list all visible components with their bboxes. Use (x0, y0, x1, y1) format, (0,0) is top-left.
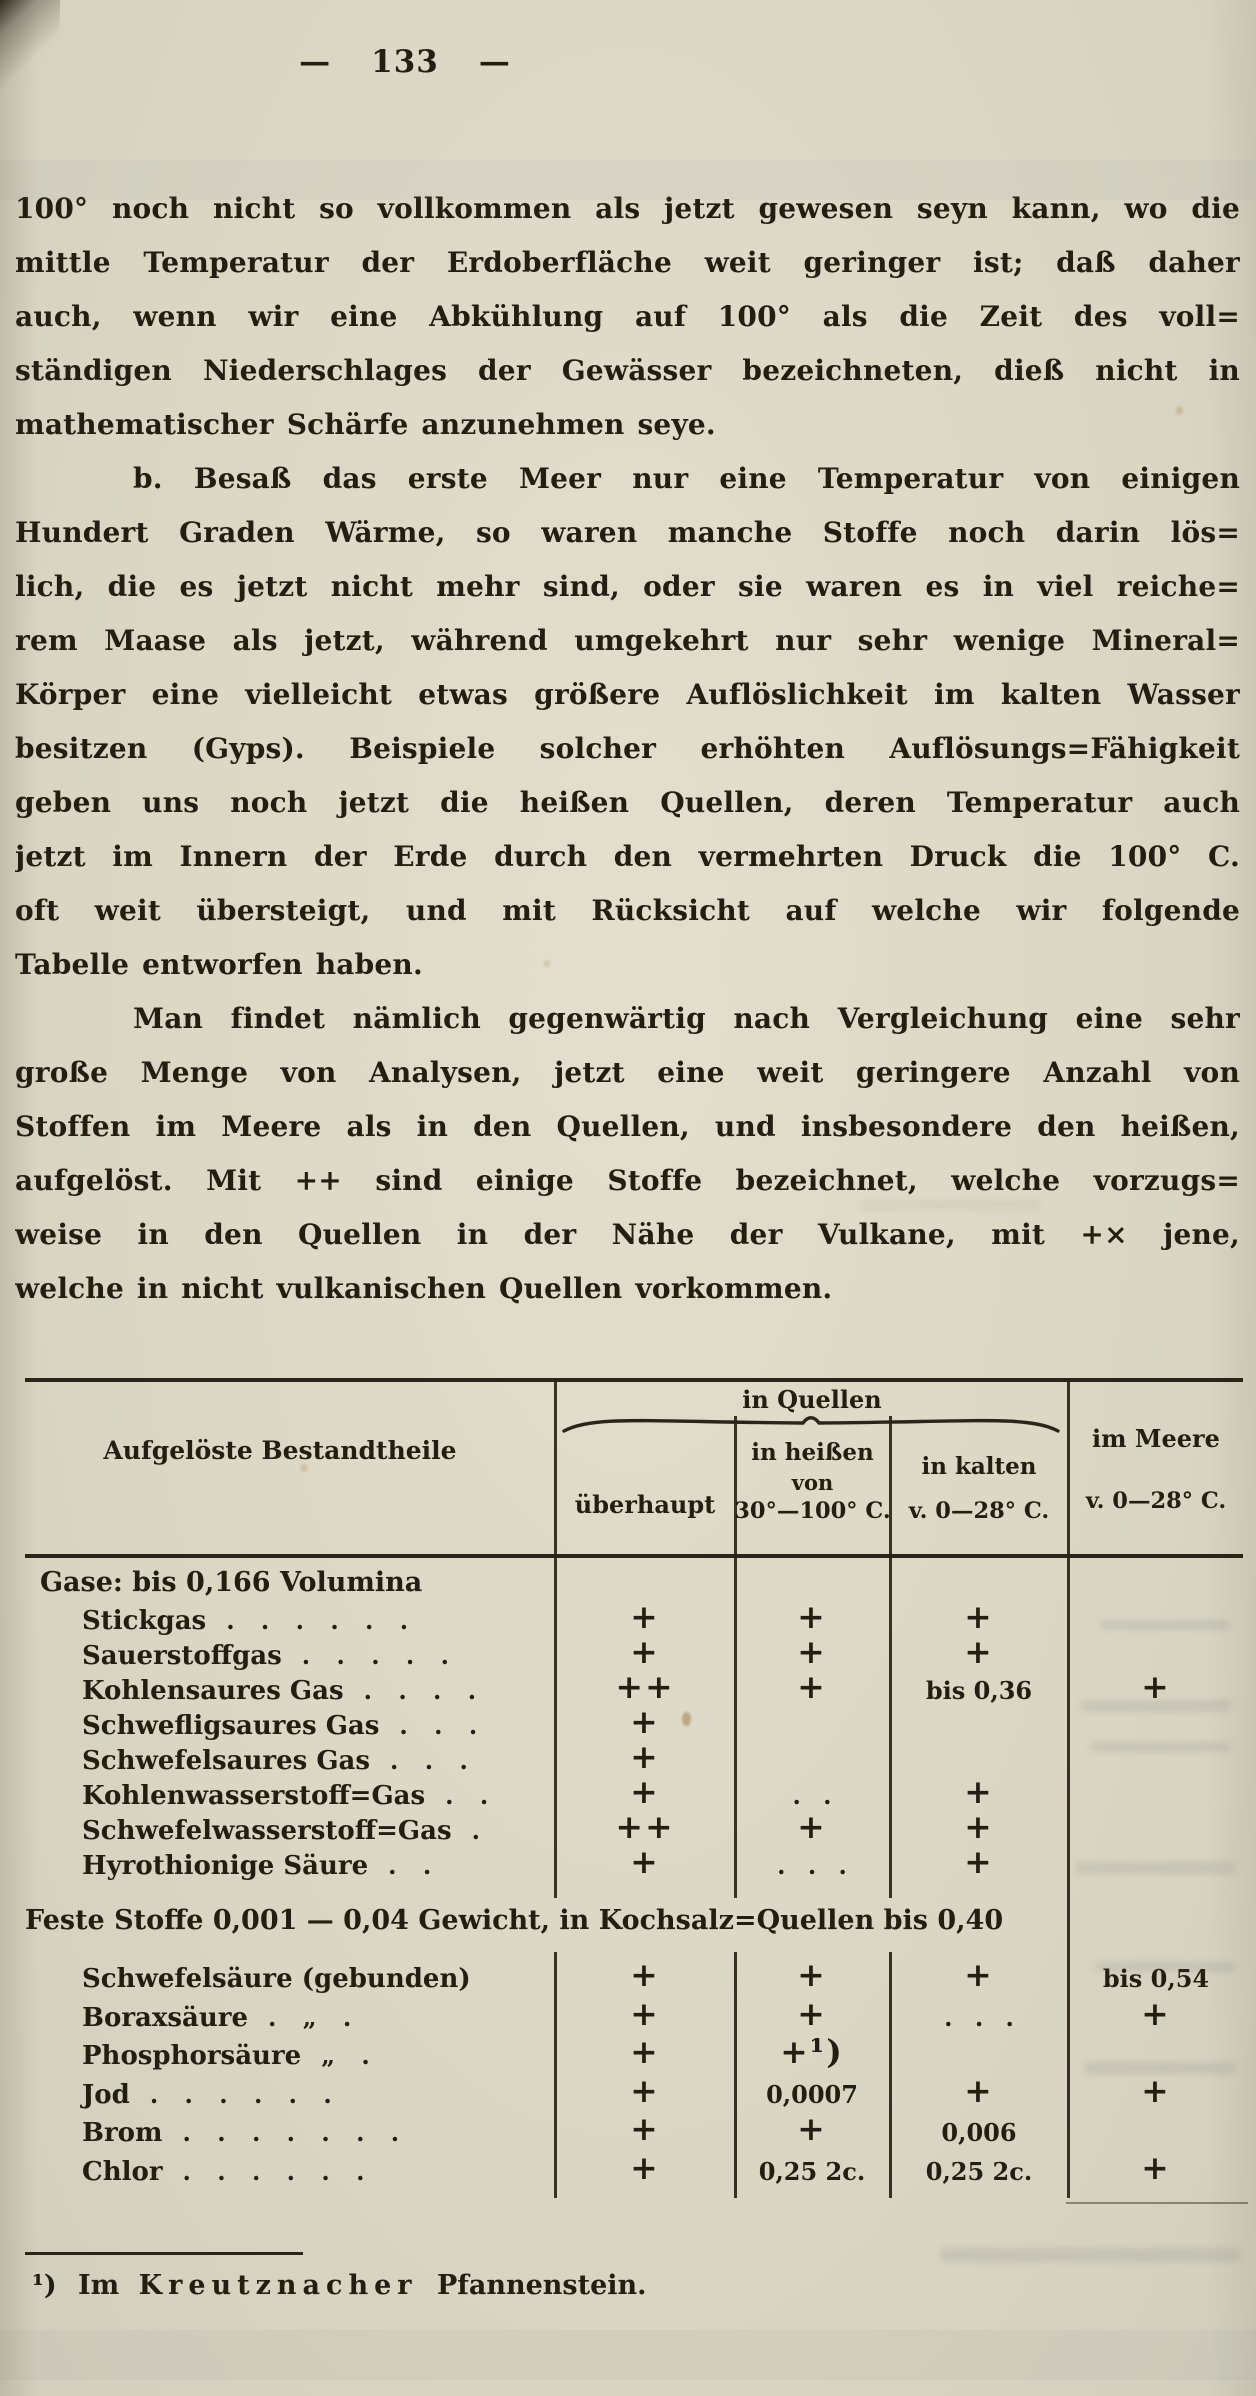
text-line: besitzen (Gyps). Beispiele solcher erhöhten Auflösungs=Fähigkeit (15, 732, 1240, 765)
substance-label: Schwefligsaures Gas . . . (82, 1711, 478, 1741)
text-line: welche in nicht vulkanischen Quellen vorkommen. (15, 1272, 833, 1305)
cell-kalten: + (964, 1597, 994, 1636)
cell-ueberhaupt: + (630, 2148, 660, 2187)
text-line: oft weit übersteigt, und mit Rücksicht auf welche wir folgende (15, 894, 1240, 927)
cell-ueberhaupt: + (630, 1772, 660, 1811)
text-line: weise in den Quellen in der Nähe der Vulkane, mit +× jene, (15, 1218, 1240, 1251)
header-kalten-1: in kalten (921, 1453, 1037, 1480)
paper-stain (300, 1464, 308, 1472)
cell-heissen: + (797, 1994, 827, 2033)
text-line: lich, die es jetzt nicht mehr sind, oder sie waren es in viel reiche= (15, 570, 1240, 603)
cell-heissen: + (797, 1597, 827, 1636)
cell-heissen: 0,25 2c. (758, 2157, 866, 2186)
text-line: rem Maase als jetzt, während umgekehrt nur sehr wenige Mineral= (15, 624, 1240, 657)
bleedthrough-smudge (1075, 1862, 1235, 1874)
cell-ueberhaupt: + (630, 1597, 660, 1636)
table-top-rule (25, 1378, 1243, 1382)
text-line: mittle Temperatur der Erdoberfläche weit geringer ist; daß daher (15, 246, 1240, 279)
dot-leader: . (471, 1816, 480, 1845)
cell-heissen: + (797, 1955, 827, 1994)
cell-kalten: + (964, 1842, 994, 1881)
text-line: Körper eine vielleicht etwas größere Auflöslichkeit im kalten Wasser (15, 678, 1240, 711)
substance-label: Kohlensaures Gas . . . . (82, 1676, 477, 1706)
cell-meere: + (1141, 2071, 1171, 2110)
dot-leader: . . . . (363, 1676, 477, 1705)
cell-ueberhaupt: + (630, 2032, 660, 2071)
cell-kalten: 0,006 (941, 2118, 1017, 2147)
text-line: b. Besaß das erste Meer nur eine Temperatur von einigen (133, 462, 1240, 495)
cell-heissen: + (797, 1667, 827, 1706)
cell-kalten: + (964, 2071, 994, 2110)
dot-leader: . . . . . . (182, 2157, 365, 2186)
bleedthrough-smudge (940, 2248, 1240, 2262)
bleedthrough-smudge (860, 1200, 1040, 1210)
cell-ueberhaupt: + (630, 1737, 660, 1776)
body-text (15, 182, 1240, 1316)
header-dash-right: — (478, 44, 511, 80)
text-line: Tabelle entworfen haben. (15, 948, 423, 981)
header-ueberhaupt: überhaupt (574, 1490, 716, 1519)
substance-label: Chlor . . . . . . (82, 2157, 365, 2187)
cell-meere: + (1141, 1994, 1171, 2033)
cell-kalten: + (964, 1807, 994, 1846)
cell-kalten: . . . (944, 2003, 1014, 2032)
paper-stain (1176, 406, 1183, 415)
dot-leader: . . (445, 1781, 489, 1810)
cell-kalten: 0,25 2c. (925, 2157, 1033, 2186)
substance-label: Sauerstoffgas . . . . . (82, 1641, 449, 1671)
substance-label: Schwefelsäure (gebunden) (82, 1964, 471, 1994)
substance-label: Hyrothionige Säure . . (82, 1851, 432, 1881)
substance-label: Jod . . . . . . (82, 2080, 332, 2110)
header-heissen-3: 30°—100° C. (734, 1498, 891, 1524)
page-number: 133 (371, 44, 439, 80)
text-line: jetzt im Innern der Erde durch den vermehrten Druck die 100° C. (15, 840, 1240, 873)
cell-heissen: + (797, 2109, 827, 2148)
footnote-rule (25, 2252, 303, 2255)
bleedthrough-smudge (1085, 2062, 1235, 2074)
text-line: 100° noch nicht so vollkommen als jetzt gewesen seyn kann, wo die (15, 192, 1240, 225)
scan-band (0, 2330, 1256, 2380)
cell-ueberhaupt: + (630, 1842, 660, 1881)
substance-label: Stickgas . . . . . . (82, 1606, 409, 1636)
cell-ueberhaupt: + (630, 1955, 660, 1994)
dot-leader: . . . . . (301, 1641, 449, 1670)
cell-kalten: bis 0,36 (925, 1676, 1033, 1705)
cell-ueberhaupt: ++ (615, 1807, 675, 1846)
header-heissen-2: von (791, 1470, 834, 1495)
cell-heissen: 0,0007 (766, 2080, 858, 2109)
cell-heissen: . . . (777, 1851, 847, 1880)
paper-stain (1040, 640, 1046, 646)
bleedthrough-smudge (1090, 1742, 1230, 1752)
group-brace (560, 1411, 1062, 1435)
header-kalten-2: v. 0—28° C. (908, 1498, 1050, 1524)
cell-kalten: + (964, 1772, 994, 1811)
page-corner-shadow (0, 0, 60, 110)
text-line: auch, wenn wir eine Abkühlung auf 100° als die Zeit des voll= (15, 300, 1240, 333)
text-line: geben uns noch jetzt die heißen Quellen, deren Temperatur auch (15, 786, 1240, 819)
header-components: Aufgelöste Bestandtheile (103, 1436, 457, 1465)
footnote (32, 2270, 647, 2301)
header-meere-2: v. 0—28° C. (1085, 1488, 1227, 1514)
text-line: mathematischer Schärfe anzunehmen seye. (15, 408, 716, 441)
bleed-rule (1066, 2202, 1248, 2204)
text-line: Man findet nämlich gegenwärtig nach Vergleichung eine sehr (133, 1002, 1240, 1035)
cell-ueberhaupt: + (630, 1994, 660, 2033)
text-line: ständigen Niederschlages der Gewässer bezeichneten, dieß nicht in (15, 354, 1240, 387)
substance-label: Schwefelsaures Gas . . . (82, 1746, 468, 1776)
cell-ueberhaupt: + (630, 2071, 660, 2110)
text-line: aufgelöst. Mit ++ sind einige Stoffe bezeichnet, welche vorzugs= (15, 1164, 1240, 1197)
dot-leader: . . . (399, 1711, 478, 1740)
cell-kalten: + (964, 1632, 994, 1671)
page-header (250, 44, 560, 80)
substance-label: Boraxsäure . „ . (82, 2003, 352, 2033)
dot-leader: . . (388, 1851, 432, 1880)
footnote-suffix: Pfannenstein. (436, 2270, 647, 2301)
bleedthrough-smudge (1100, 1620, 1230, 1630)
cell-ueberhaupt: + (630, 1702, 660, 1741)
dot-leader: . . . . . . . (182, 2118, 400, 2147)
cell-meere: bis 0,54 (1102, 1964, 1210, 1993)
substance-label: Phosphorsäure „ . (82, 2041, 370, 2071)
dot-leader: . . . (390, 1746, 468, 1775)
cell-ueberhaupt: + (630, 1632, 660, 1671)
footnote-marker: ¹) (32, 2270, 57, 2301)
text-line: Stoffen im Meere als in den Quellen, und insbesondere den heißen, (15, 1110, 1240, 1143)
cell-ueberhaupt: ++ (615, 1667, 675, 1706)
header-dash-left: — (299, 44, 332, 80)
cell-meere: + (1141, 1667, 1171, 1706)
cell-heissen: . . (792, 1781, 832, 1810)
footnote-place: Kreutznacher (138, 2270, 418, 2301)
text-line: Hundert Graden Wärme, so waren manche Stoffe noch darin lös= (15, 516, 1240, 549)
section-title: Feste Stoffe 0,001 — 0,04 Gewicht, in Kochsalz=Quellen bis 0,40 (25, 1905, 1004, 1936)
dot-leader: . . . . . . (226, 1606, 409, 1635)
table-header-rule (25, 1554, 1243, 1558)
bleedthrough-smudge (1080, 1700, 1230, 1712)
text-line: große Menge von Analysen, jetzt eine weit geringere Anzahl von (15, 1056, 1240, 1089)
section-title: Gase: bis 0,166 Volumina (40, 1567, 423, 1598)
paper-stain (682, 1712, 691, 1726)
cell-heissen: + (797, 1632, 827, 1671)
footnote-prefix: Im (78, 2270, 120, 2301)
dot-leader: „ . (321, 2041, 370, 2070)
bleedthrough-smudge (1095, 1962, 1235, 1972)
cell-meere: + (1141, 2148, 1171, 2187)
substance-label: Brom . . . . . . . (82, 2118, 400, 2148)
cell-kalten: + (964, 1955, 994, 1994)
paper-stain (544, 960, 550, 967)
cell-ueberhaupt: + (630, 2109, 660, 2148)
substance-label: Kohlenwasserstoff=Gas . . (82, 1781, 489, 1811)
cell-heissen: + (797, 1807, 827, 1846)
dot-leader: . . . . . . (149, 2080, 332, 2109)
substance-label: Schwefelwasserstoff=Gas . (82, 1816, 480, 1846)
header-group-quellen: in Quellen (742, 1385, 882, 1414)
cell-heissen: +¹) (780, 2032, 844, 2071)
header-meere-1: im Meere (1092, 1424, 1220, 1453)
dot-leader: . „ . (268, 2003, 352, 2032)
header-heissen-1: in heißen (751, 1439, 874, 1466)
